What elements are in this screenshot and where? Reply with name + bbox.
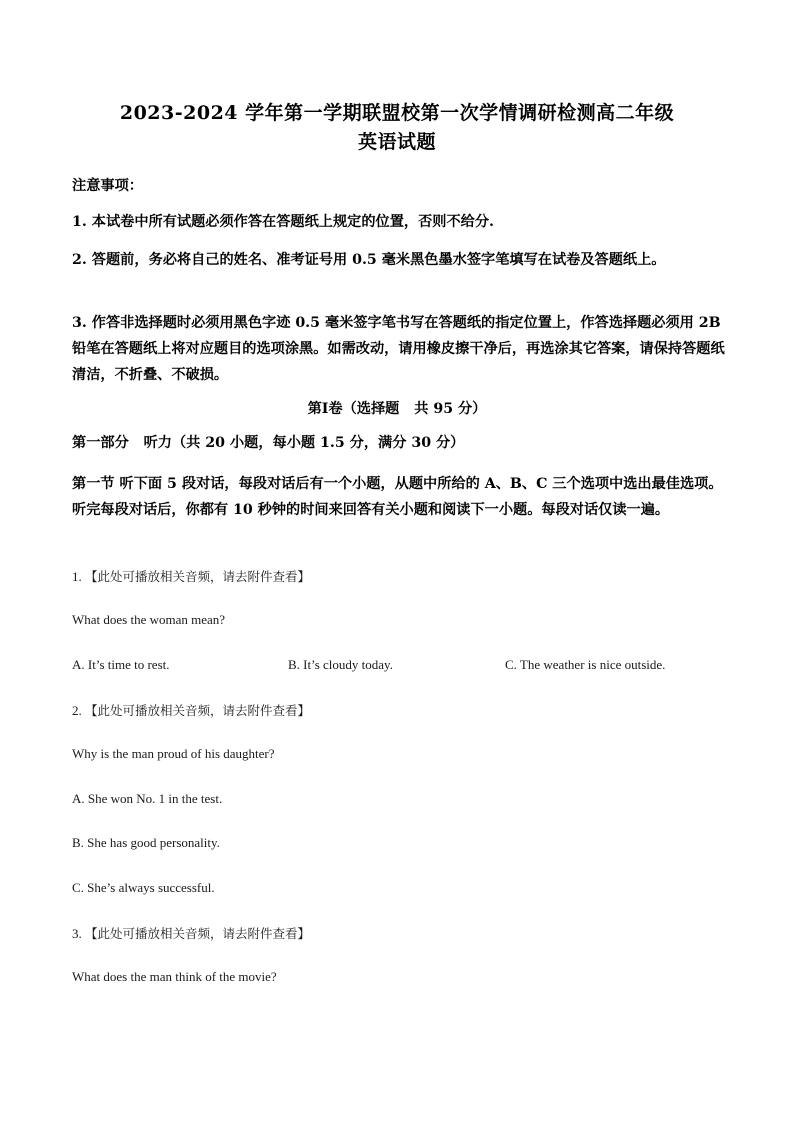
question-2-stem: Why is the man proud of his daughter? xyxy=(72,746,275,761)
note-item-3: 3. 作答非选择题时必须用黑色字迹 0.5 毫米签字笔书写在答题纸的指定位置上，作答选择题必须用 2B 铅笔在答题纸上将对应题目的选项涂黑。如需改动，请用橡皮擦干净后，再选涂其它答案，请保持答题纸清洁，不折叠、不破损。 xyxy=(72,315,725,383)
question-1-option-c: C. The weather is nice outside. xyxy=(505,657,666,672)
question-2-option-c: C. She’s always successful. xyxy=(72,880,215,895)
audio-placeholder[interactable]: 【此处可播放相关音频，请去附件查看】 xyxy=(85,569,311,584)
question-1-stem: What does the woman mean? xyxy=(72,612,226,627)
question-1-header xyxy=(72,567,310,585)
exam-subtitle: 英语试题 xyxy=(357,131,436,153)
question-number: 3. xyxy=(72,926,82,941)
question-2-header xyxy=(72,701,310,719)
question-2-option-b: B. She has good personality. xyxy=(72,835,220,850)
question-3-stem: What does the man think of the movie? xyxy=(72,969,277,984)
volume-heading: 第Ⅰ卷（选择题 共 95 分） xyxy=(307,401,487,417)
audio-placeholder[interactable]: 【此处可播放相关音频，请去附件查看】 xyxy=(85,703,311,718)
question-3-header xyxy=(72,924,310,942)
audio-placeholder[interactable]: 【此处可播放相关音频，请去附件查看】 xyxy=(85,926,311,941)
part1-heading: 第一部分 听力（共 20 小题，每小题 1.5 分，满分 30 分） xyxy=(72,435,465,451)
question-number: 2. xyxy=(72,703,82,718)
notes-heading: 注意事项： xyxy=(72,178,143,194)
note-item-1: 1. 本试卷中所有试题必须作答在答题纸上规定的位置，否则不给分. xyxy=(72,214,494,230)
question-1-option-a: A. It’s time to rest. xyxy=(72,657,170,672)
question-number: 1. xyxy=(72,569,82,584)
question-1-option-b: B. It’s cloudy today. xyxy=(288,657,393,672)
section1-instructions: 第一节 听下面 5 段对话，每段对话后有一个小题，从题中所给的 A、B、C 三个选项中选出最佳选项。听完每段对话后，你都有 10 秒钟的时间来回答有关小题和阅读下一小题。每段对话仅读一遍。 xyxy=(72,476,723,518)
question-2-option-a: A. She won No. 1 in the test. xyxy=(72,791,223,806)
note-item-2: 2. 答题前，务必将自己的姓名、准考证号用 0.5 毫米黑色墨水签字笔填写在试卷及答题纸上。 xyxy=(72,252,666,268)
exam-title: 2023-2024 学年第一学期联盟校第一次学情调研检测高二年级 xyxy=(119,102,675,124)
